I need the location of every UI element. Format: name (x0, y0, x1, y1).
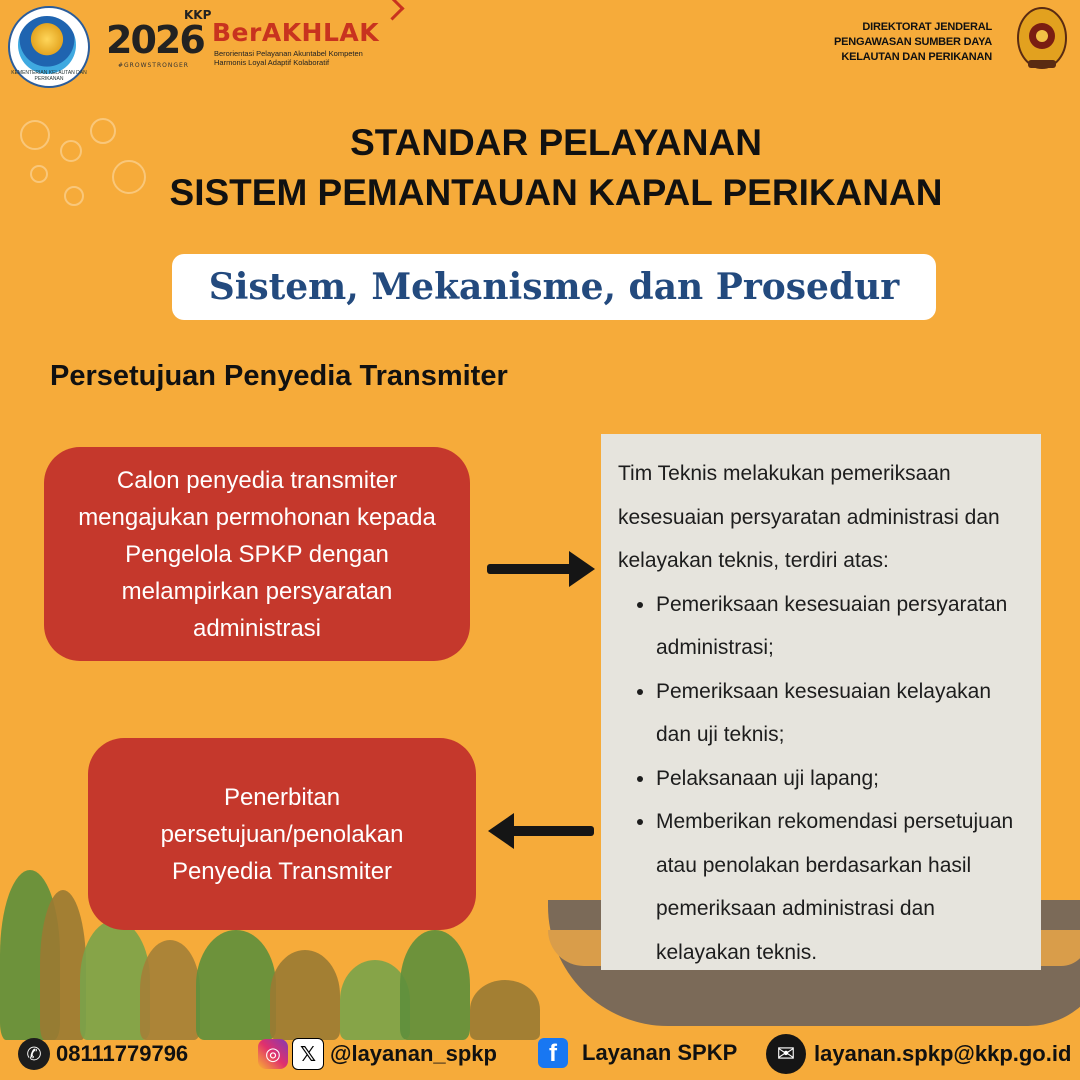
review-intro-text: Tim Teknis melakukan pemeriksaan kesesuaian persyaratan administrasi dan kelayakan teknis, terdiri atas: (618, 462, 1000, 572)
footer-email[interactable] (766, 1034, 1071, 1074)
berakhlak-tagline (214, 49, 404, 67)
berakhlak-tagline-line1: Berorientasi Pelayanan Akuntabel Kompeten (214, 49, 363, 58)
list-item: • Pemeriksaan kesesuaian kelayakan dan uji teknis; (656, 670, 1028, 757)
directorate-line3: KELAUTAN DAN PERIKANAN (841, 51, 992, 63)
page-title (0, 118, 1080, 218)
instagram-icon: ◎ (258, 1039, 288, 1069)
kkp-emblem-icon (18, 16, 76, 74)
footer-facebook[interactable] (538, 1038, 737, 1068)
footer-phone-text: 08111779796 (56, 1041, 189, 1066)
footer-social[interactable] (258, 1038, 497, 1070)
kkp-year: 2026 (106, 18, 204, 62)
x-twitter-icon: 𝕏 (292, 1038, 324, 1070)
step-issuance-text: Penerbitan persetujuan/penolakan Penyedia Transmiter (160, 783, 404, 885)
seaweed-decoration (140, 940, 200, 1040)
footer-phone[interactable] (18, 1038, 188, 1070)
list-item: • Pelaksanaan uji lapang; (656, 757, 1028, 801)
review-info-content (618, 452, 1028, 974)
page-title-line2: SISTEM PEMANTAUAN KAPAL PERIKANAN (169, 172, 943, 213)
directorate-line2: PENGAWASAN SUMBER DAYA (834, 36, 992, 48)
list-item: • Memberikan rekomendasi persetujuan atau penolakan berdasarkan hasil pemeriksaan administrasi dan kelayakan teknis. (656, 800, 1028, 974)
directorate-name (792, 20, 992, 65)
berakhlak-logo: BerAKHLAK (212, 18, 380, 47)
review-items-list (618, 583, 1028, 975)
directorate-line1: DIREKTORAT JENDERAL (862, 21, 992, 33)
seaweed-decoration (470, 980, 540, 1040)
arrow-left-icon (510, 826, 594, 836)
footer-email-text: layanan.spkp@kkp.go.id (814, 1041, 1072, 1066)
list-item: • Pemeriksaan kesesuaian persyaratan administrasi; (656, 583, 1028, 670)
psdkp-emblem-icon (1014, 4, 1070, 74)
kkp-small-label: KKP (184, 8, 212, 22)
seaweed-decoration (196, 930, 276, 1040)
kkp-logo (8, 6, 90, 88)
seaweed-decoration (400, 930, 470, 1040)
footer-social-text: @layanan_spkp (330, 1041, 497, 1066)
footer-facebook-text: Layanan SPKP (582, 1040, 738, 1065)
step-submission-box (44, 447, 470, 661)
grow-stronger-tag: #GROWSTRONGER (118, 62, 189, 69)
facebook-icon: f (538, 1038, 568, 1068)
whatsapp-icon: ✆ (18, 1038, 50, 1070)
chevron-right-icon (380, 0, 404, 21)
mail-icon: ✉ (766, 1034, 806, 1074)
kkp-2026-logo (106, 8, 212, 69)
section-heading: Persetujuan Penyedia Transmiter (50, 360, 508, 392)
step-submission-text: Calon penyedia transmiter mengajukan permohonan kepada Pengelola SPKP dengan melampirkan persyaratan administrasi (78, 466, 436, 642)
subtitle-banner: Sistem, Mekanisme, dan Prosedur (172, 254, 936, 320)
berakhlak-tagline-line2: Harmonis Loyal Adaptif Kolaboratif (214, 58, 330, 67)
step-issuance-box (88, 738, 476, 930)
arrow-right-icon (487, 564, 573, 574)
seaweed-decoration (270, 950, 340, 1040)
kkp-ring-text: KEMENTERIAN KELAUTAN DAN PERIKANAN (11, 70, 87, 82)
page-title-line1: STANDAR PELAYANAN (350, 122, 762, 163)
